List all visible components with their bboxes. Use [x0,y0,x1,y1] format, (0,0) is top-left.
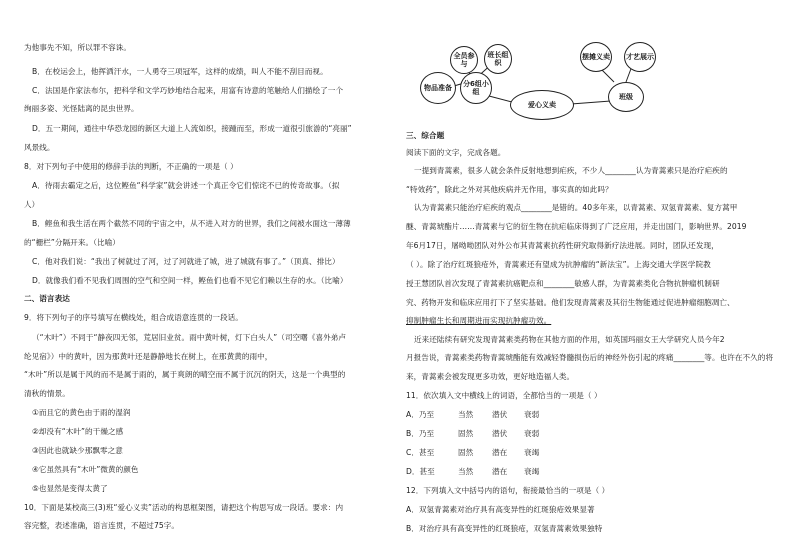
text-line: “木叶”所以是属于风的而不是属于雨的，属于爽朗的晴空而不属于沉沉的阴天，这是一个典型的 [24,370,346,379]
question-10: 10．下面是某校高三(3)班“爱心义卖”活动的构思框架图，请把这个构思写成一段话。要求：内 [24,503,344,512]
option-d: D．就像我们看不见我们周围的空气和空间一样，鲣鱼们也看不见它们赖以生存的水。（比喻） [32,276,348,285]
node-class-org: 班长组织 [484,44,512,74]
option-cell: 潜伏 [492,429,508,438]
text-line: 绚丽多姿、光怪陆离的昆虫世界。 [24,104,139,113]
text-line: 为他事先不知，所以罪不容诛。 [24,43,132,52]
option-b: B．鲣鱼和我生活在两个截然不同的宇宙之中，从不进入对方的世界，我们之间被水面这一薄薄 [32,219,351,228]
option-cell: 衰竭 [524,467,540,476]
text-line: 授王慧团队首次发现了青蒿素抗癌靶点和________敏感人群，为青蒿素类化合物抗肿瘤机制研 [406,279,720,288]
concept-diagram [416,38,776,128]
text-line: 月报告说，青蒿素类药物青蒿琥酯能有效减轻脊髓损伤后的神经外伤引起的疼痛________等。也许在不久的将 [406,353,774,362]
sentence-item: ⑤也显然是变得太黄了 [32,484,108,493]
text-line: 的“栅栏”分隔开来。（比喻） [24,238,120,247]
option-cell: 固然 [458,448,474,457]
node-class: 班级 [608,82,644,112]
text-line: 容完整，表述准确，语言连贯，不超过75字。 [24,521,179,530]
text-line: 近来还陆续有研究发现青蒿素类药物在其他方面的作用，如英国玛丽女王大学研究人员今年2 [414,335,725,344]
section-heading: 二、语言表达 [24,294,70,303]
text-line: 究、药物开发和临床应用打下了坚实基础。他们发现青蒿素及其衍生物能通过促进肿瘤细胞凋亡、 [406,298,735,307]
option-cell: 衰竭 [524,448,540,457]
text-line: 一提到青蒿素，很多人就会条件反射地想到疟疾，不少人________认为青蒿素只是治疗疟疾的 [414,166,728,175]
option-cell: 潜在 [492,467,508,476]
node-clothes: 摆摊义卖 [580,42,612,72]
text-line: 认为青蒿素只能治疗疟疾的观点________是错的。40多年来，以青蒿素、双氢青蒿素、复方蒿甲 [414,203,738,212]
right-column [406,0,791,560]
underlined-line: 抑制肿瘤生长和周期进而实现抗肿瘤功效。 [406,316,552,325]
option-cell: B．乃至 [406,429,435,438]
node-goods: 物品准备 [420,72,456,104]
sentence-item: ②却没有“木叶”的干燥之感 [32,427,124,436]
left-column [24,0,409,560]
text-line: 纶见宿》）中的黄叶，因为那黄叶还是静静地长在树上，在那黄黄的雨中， [24,352,273,361]
text-line: D．五一期间，通往中华恐龙园的新区大道上人流如织，接踵而至，形成一道很引旅游的“亮丽” [32,124,352,133]
text-line: 风景线。 [24,143,55,152]
text-line: 醚、青蒿琥酯片……青蒿素与它的衍生物在抗疟临床得到了广泛应用，并走出国门，影响世界。2019 [406,222,747,231]
option-cell: C．甚至 [406,448,435,457]
option-cell: A．乃至 [406,410,435,419]
sentence-item: ③因此也就缺少那飘零之意 [32,446,123,455]
text-line: 年6月17日，屠呦呦团队对外公布其青蒿素抗药性研究取得新疗法进展。同时，团队还发现， [406,241,719,250]
option-cell: 潜伏 [492,410,508,419]
text-line: （“木叶”）不同于“静夜四无邻，荒居旧业贫。雨中黄叶树，灯下白头人”（司空曙《喜外弟卢 [32,333,347,342]
instruction: 阅读下面的文字，完成各题。 [406,148,506,157]
node-center: 爱心义卖 [510,90,574,120]
sentence-item: ④它虽然具有“木叶”微黄的颜色 [32,465,139,474]
sentence-item: ①而且它的黄色由于雨的湿润 [32,408,131,417]
text-line: 人） [24,200,40,209]
text-line: C．法国是作家法布尔，把科学和文学巧妙地结合起来，用富有诗意的笔触给人们描绘了一个 [32,86,344,95]
question-9: 9．将下列句子的序号填写在横线处，组合成语意连贯的一段话。 [24,313,243,322]
option-cell: 当然 [458,410,474,419]
text-line: （ ）。除了治疗红斑狼疮外，青蒿素还有望成为抗肿瘤的“新法宝”。上海交通大学医学院教 [406,260,711,269]
node-talent: 才艺展示 [624,42,656,72]
text-line: 清秋的情景。 [24,389,70,398]
option-b: B．对治疗具有高变异性的红斑狼疮，双氢青蒿素效果独特 [406,524,603,533]
node-groups: 分6组小组 [460,72,492,104]
option-cell: 衰弱 [524,429,540,438]
text-line: 来，青蒿素会被发现更多功效，更好地造福人类。 [406,372,575,381]
option-a: A．待雨去霸定之后，这位鲣鱼“科学家”就会讲述一个真正令它们惊诧不已的传奇故事。（拟 [32,181,340,190]
node-everyone: 全员参与 [450,46,478,74]
question-12: 12．下列填入文中括号内的语句，衔接最恰当的一项是（ ） [406,486,610,495]
option-cell: 当然 [458,467,474,476]
option-cell: 固然 [458,429,474,438]
option-a: A．双氢青蒿素对治疗具有高变异性的红斑狼疮效果显著 [406,505,595,514]
option-cell: 衰弱 [524,410,540,419]
option-c: C．他对我们说：“我出了树就过了河，过了河就进了城，进了城就有事了。”（顶真、排比） [32,257,340,266]
option-cell: D．甚至 [406,467,435,476]
section-heading: 三、综合题 [406,131,445,140]
text-line: “特效药”，除此之外对其他疾病并无作用，事实真的如此吗？ [406,185,613,194]
option-cell: 潜在 [492,448,508,457]
question-8: 8．对下列句子中使用的修辞手法的判断，不正确的一项是（ ） [24,162,238,171]
text-line: B．在校运会上，他挥洒汗水，一人勇夺三项冠军，这样的成绩，叫人不能不刮目而视。 [32,67,328,76]
question-11: 11．依次填入文中横线上的词语，全都恰当的一项是（ ） [406,391,602,400]
